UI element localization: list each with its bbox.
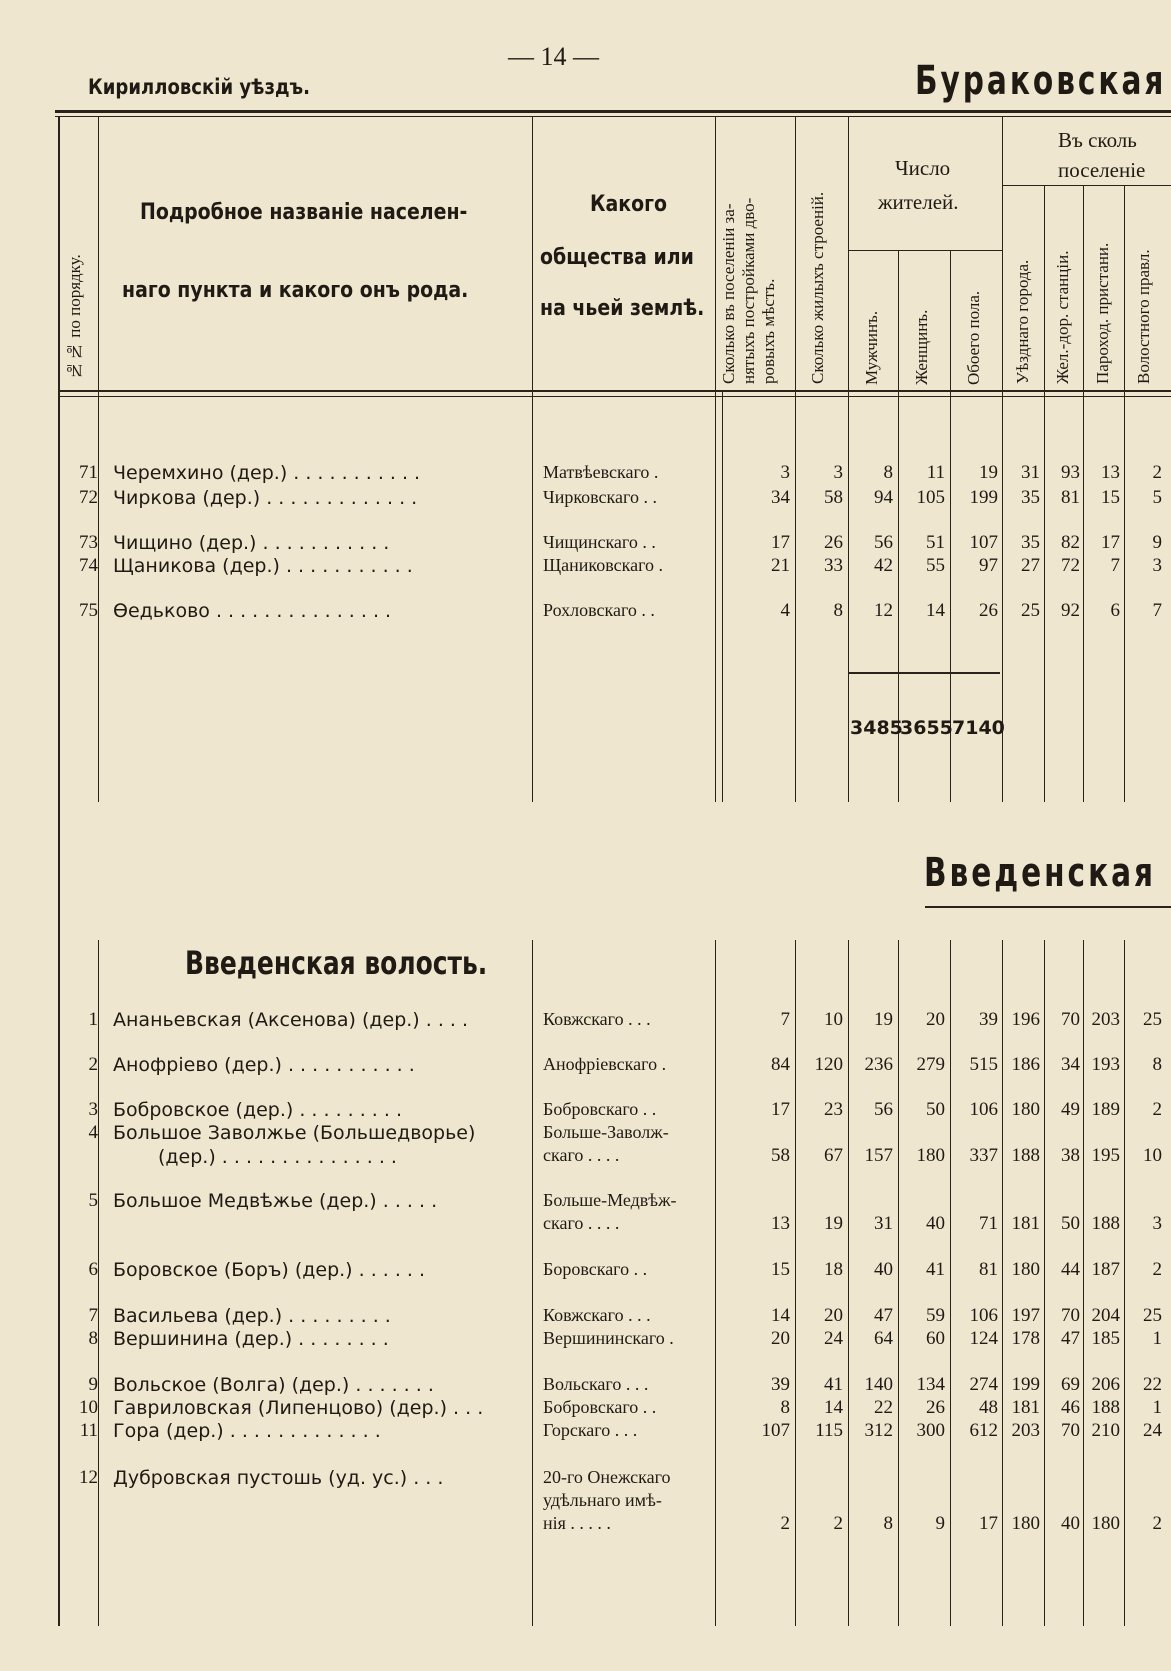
society-name: Чищинскаго . . [543, 532, 656, 552]
cell-town: 31 [1021, 462, 1040, 483]
cell-pier: 204 [1091, 1305, 1120, 1326]
cell-vacant: 34 [771, 487, 790, 508]
col-border [950, 940, 951, 1626]
cell-vacant: 21 [771, 555, 790, 576]
cell-town: 181 [1011, 1397, 1040, 1418]
header-name-2: наго пункта и какого онъ рода. [122, 278, 469, 303]
cell-both: 19 [979, 462, 998, 483]
mid-title-rule [925, 906, 1171, 908]
cell-vacant: 8 [780, 1397, 790, 1418]
cell-vacant: 15 [771, 1259, 790, 1280]
header-distance-2: поселеніе [1058, 158, 1146, 182]
cell-women: 9 [935, 1513, 945, 1534]
cell-men: 56 [874, 532, 893, 553]
header-society-2: общества или [540, 245, 694, 270]
cell-town: 180 [1011, 1513, 1040, 1534]
cell-town: 188 [1011, 1145, 1040, 1166]
cell-vacant: 7 [780, 1009, 790, 1030]
row-number: 6 [88, 1259, 98, 1280]
cell-buildings: 33 [824, 555, 843, 576]
cell-board: 5 [1152, 487, 1162, 508]
header-bottom-rule-2 [58, 396, 1171, 397]
cell-rail: 92 [1061, 600, 1080, 621]
col-border [898, 940, 899, 1626]
cell-board: 1 [1152, 1328, 1162, 1349]
col-border [98, 116, 99, 802]
col-border [532, 940, 533, 1626]
row-number: 3 [88, 1099, 98, 1120]
cell-vacant: 107 [761, 1420, 790, 1441]
cell-pier: 206 [1091, 1374, 1120, 1395]
cell-pier: 203 [1091, 1009, 1120, 1030]
cell-vacant: 20 [771, 1328, 790, 1349]
cell-rail: 46 [1061, 1397, 1080, 1418]
col-border [795, 940, 796, 1626]
cell-both: 274 [969, 1374, 998, 1395]
place-name: Ананьевская (Аксенова) (дер.) . . . . [113, 1009, 469, 1031]
cell-both: 515 [969, 1054, 998, 1075]
header-men: Мужчинъ. [862, 310, 881, 385]
cell-board: 7 [1152, 600, 1162, 621]
cell-rail: 34 [1061, 1054, 1080, 1075]
cell-men: 22 [874, 1397, 893, 1418]
header-board: Волостного правл. [1134, 249, 1153, 384]
cell-rail: 70 [1061, 1009, 1080, 1030]
row-number: 71 [79, 462, 98, 483]
header-vacant-1: Сколько въ поселеніи за- [719, 203, 738, 384]
cell-pier: 187 [1091, 1259, 1120, 1280]
cell-pier: 189 [1091, 1099, 1120, 1120]
col-border [1083, 940, 1084, 1626]
society-name: Матвѣевскаго . [543, 462, 659, 482]
col-border [715, 940, 716, 1626]
cell-buildings: 23 [824, 1099, 843, 1120]
cell-men: 157 [864, 1145, 893, 1166]
table-row [0, 1099, 1171, 1123]
cell-town: 180 [1011, 1259, 1040, 1280]
cell-vacant: 2 [780, 1513, 790, 1534]
table-row [0, 1054, 1171, 1078]
cell-women: 55 [926, 555, 945, 576]
col-border [98, 940, 99, 1626]
place-name: Ѳедьково . . . . . . . . . . . . . . . [113, 600, 392, 622]
cell-women: 41 [926, 1259, 945, 1280]
cell-pier: 210 [1091, 1420, 1120, 1441]
cell-board: 24 [1143, 1420, 1162, 1441]
society-name: Больше-Заволж- [543, 1122, 669, 1142]
volost-title-mid: Введенская [924, 850, 1157, 896]
cell-board: 2 [1152, 1259, 1162, 1280]
cell-buildings: 24 [824, 1328, 843, 1349]
place-name: Щаникова (дер.) . . . . . . . . . . . [113, 555, 413, 577]
cell-both: 71 [979, 1213, 998, 1234]
cell-women: 11 [926, 462, 945, 483]
row-number: 5 [88, 1190, 98, 1211]
cell-board: 3 [1152, 1213, 1162, 1234]
cell-women: 40 [926, 1213, 945, 1234]
cell-both: 39 [979, 1009, 998, 1030]
place-name: Васильева (дер.) . . . . . . . . . [113, 1305, 391, 1327]
table-row [0, 1122, 1171, 1168]
cell-men: 312 [864, 1420, 893, 1441]
cell-pier: 15 [1101, 487, 1120, 508]
cell-women: 20 [926, 1009, 945, 1030]
cell-vacant: 13 [771, 1213, 790, 1234]
cell-buildings: 58 [824, 487, 843, 508]
place-name: Большое Медвѣжье (дер.) . . . . . [113, 1190, 438, 1212]
cell-buildings: 20 [824, 1305, 843, 1326]
row-number: 8 [88, 1328, 98, 1349]
header-pier: Пароход. пристани. [1093, 242, 1112, 384]
cell-women: 134 [916, 1374, 945, 1395]
place-name: Дубровская пустошь (уд. ус.) . . . [113, 1467, 444, 1489]
society-name: Ковжскаго . . . [543, 1009, 651, 1029]
cell-pier: 13 [1101, 462, 1120, 483]
header-both: Обоего пола. [964, 290, 983, 385]
cell-both: 17 [979, 1513, 998, 1534]
cell-town: 199 [1011, 1374, 1040, 1395]
header-bottom-rule [58, 390, 1171, 392]
cell-board: 2 [1152, 1513, 1162, 1534]
cell-men: 236 [864, 1054, 893, 1075]
cell-board: 9 [1152, 532, 1162, 553]
cell-pier: 185 [1091, 1328, 1120, 1349]
header-women: Женщинъ. [912, 309, 931, 385]
table-row [0, 1190, 1171, 1234]
col-border [1002, 940, 1003, 1626]
cell-town: 196 [1011, 1009, 1040, 1030]
society-name: скаго . . . . [543, 1213, 620, 1233]
place-name: Большое Заволжье (Большедворье) [113, 1122, 476, 1144]
table-row [0, 1305, 1171, 1329]
cell-pier: 193 [1091, 1054, 1120, 1075]
section-heading: Введенская волость. [185, 944, 488, 982]
cell-buildings: 10 [824, 1009, 843, 1030]
header-distance-1: Въ сколь [1058, 128, 1137, 152]
table-top-rule-2 [55, 116, 1171, 117]
cell-town: 197 [1011, 1305, 1040, 1326]
cell-buildings: 2 [833, 1513, 843, 1534]
row-number: 4 [88, 1122, 98, 1143]
cell-buildings: 67 [824, 1145, 843, 1166]
cell-both: 106 [969, 1099, 998, 1120]
cell-board: 22 [1143, 1374, 1162, 1395]
cell-men: 12 [874, 600, 893, 621]
header-town: Уѣзднаго города. [1013, 259, 1032, 384]
cell-pier: 6 [1110, 600, 1120, 621]
cell-both: 107 [969, 532, 998, 553]
row-number: 74 [79, 555, 98, 576]
cell-both: 124 [969, 1328, 998, 1349]
col-border [848, 940, 849, 1626]
page-number: — 14 — [508, 42, 599, 71]
cell-board: 25 [1143, 1009, 1162, 1030]
col-border [848, 116, 849, 802]
cell-vacant: 4 [780, 600, 790, 621]
cell-women: 60 [926, 1328, 945, 1349]
cell-men: 64 [874, 1328, 893, 1349]
place-name: Вершинина (дер.) . . . . . . . . [113, 1328, 389, 1350]
cell-pier: 7 [1110, 555, 1120, 576]
society-name: Вершининскаго . [543, 1328, 674, 1348]
cell-women: 59 [926, 1305, 945, 1326]
cell-both: 612 [969, 1420, 998, 1441]
society-name: Щаниковскаго . [543, 555, 664, 575]
cell-rail: 72 [1061, 555, 1080, 576]
table-row [0, 1328, 1171, 1352]
total-both: 7140 [952, 717, 1005, 739]
header-residents-1: Число [895, 156, 951, 180]
cell-buildings: 19 [824, 1213, 843, 1234]
society-name: Чирковскаго . . [543, 487, 657, 507]
row-number: 72 [79, 487, 98, 508]
cell-men: 47 [874, 1305, 893, 1326]
cell-vacant: 84 [771, 1054, 790, 1075]
cell-pier: 188 [1091, 1397, 1120, 1418]
society-name: скаго . . . . [543, 1145, 620, 1165]
place-name: Гора (дер.) . . . . . . . . . . . . . [113, 1420, 381, 1442]
society-name: нія . . . . . [543, 1513, 611, 1533]
col-border [1002, 116, 1003, 802]
cell-women: 105 [916, 487, 945, 508]
row-number: 11 [79, 1420, 98, 1441]
cell-women: 50 [926, 1099, 945, 1120]
col-border [1044, 940, 1045, 1626]
total-women: 3655 [900, 717, 953, 739]
cell-women: 51 [926, 532, 945, 553]
table-row [0, 1420, 1171, 1444]
table-row [0, 462, 1171, 486]
cell-rail: 50 [1061, 1213, 1080, 1234]
header-society-1: Какого [590, 192, 667, 217]
cell-board: 1 [1152, 1397, 1162, 1418]
cell-men: 140 [864, 1374, 893, 1395]
cell-vacant: 17 [771, 532, 790, 553]
cell-women: 14 [926, 600, 945, 621]
row-number: 1 [88, 1009, 98, 1030]
cell-rail: 81 [1061, 487, 1080, 508]
cell-pier: 180 [1091, 1513, 1120, 1534]
society-name: удѣльнаго имѣ- [543, 1490, 662, 1510]
cell-rail: 70 [1061, 1420, 1080, 1441]
cell-town: 181 [1011, 1213, 1040, 1234]
society-name: 20-го Онежскаго [543, 1467, 671, 1487]
row-number: 9 [88, 1374, 98, 1395]
cell-women: 300 [916, 1420, 945, 1441]
society-name: Боровскаго . . [543, 1259, 648, 1279]
cell-men: 19 [874, 1009, 893, 1030]
cell-buildings: 41 [824, 1374, 843, 1395]
cell-town: 180 [1011, 1099, 1040, 1120]
cell-board: 10 [1143, 1145, 1162, 1166]
cell-board: 8 [1152, 1054, 1162, 1075]
row-number: 2 [88, 1054, 98, 1075]
table-row [0, 1467, 1171, 1534]
cell-board: 2 [1152, 462, 1162, 483]
row-number: 75 [79, 600, 98, 621]
cell-town: 25 [1021, 600, 1040, 621]
cell-buildings: 14 [824, 1397, 843, 1418]
cell-vacant: 3 [780, 462, 790, 483]
society-name: Анофріевскаго . [543, 1054, 667, 1074]
header-society-3: на чьей землѣ. [540, 296, 705, 321]
row-number: 10 [79, 1397, 98, 1418]
place-name: Бобровское (дер.) . . . . . . . . . [113, 1099, 402, 1121]
district-title: Кирилловскій уѣздъ. [88, 75, 310, 99]
cell-board: 2 [1152, 1099, 1162, 1120]
cell-both: 97 [979, 555, 998, 576]
table-row [0, 532, 1171, 556]
cell-rail: 69 [1061, 1374, 1080, 1395]
row-number: 7 [88, 1305, 98, 1326]
total-men: 3485 [850, 717, 903, 739]
cell-men: 8 [883, 462, 893, 483]
cell-vacant: 39 [771, 1374, 790, 1395]
cell-rail: 49 [1061, 1099, 1080, 1120]
cell-women: 26 [926, 1397, 945, 1418]
cell-board: 3 [1152, 555, 1162, 576]
cell-both: 48 [979, 1397, 998, 1418]
cell-vacant: 17 [771, 1099, 790, 1120]
cell-rail: 44 [1061, 1259, 1080, 1280]
header-vacant-3: ровыхъ мѣстъ. [759, 278, 778, 384]
table-row [0, 1259, 1171, 1283]
header-subrule [1002, 185, 1171, 186]
cell-men: 42 [874, 555, 893, 576]
col-border [532, 116, 533, 802]
cell-buildings: 3 [833, 462, 843, 483]
col-border [1124, 940, 1125, 1626]
cell-rail: 47 [1061, 1328, 1080, 1349]
cell-pier: 17 [1101, 532, 1120, 553]
header-residents-2: жителей. [878, 190, 959, 214]
col-border [795, 116, 796, 802]
society-name: Бобровскаго . . [543, 1397, 657, 1417]
row-number: 73 [79, 532, 98, 553]
cell-vacant: 58 [771, 1145, 790, 1166]
row-number: 12 [79, 1467, 98, 1488]
totals-rule [848, 672, 1000, 674]
volost-title-top: Бураковская [915, 58, 1167, 104]
cell-pier: 188 [1091, 1213, 1120, 1234]
cell-town: 35 [1021, 487, 1040, 508]
place-name: Черемхино (дер.) . . . . . . . . . . . [113, 462, 421, 484]
cell-town: 27 [1021, 555, 1040, 576]
table-row [0, 1009, 1171, 1033]
cell-rail: 38 [1061, 1145, 1080, 1166]
cell-buildings: 8 [833, 600, 843, 621]
cell-both: 337 [969, 1145, 998, 1166]
table-row [0, 487, 1171, 511]
header-order: №№ по порядку. [65, 254, 84, 380]
place-name: Вольское (Волга) (дер.) . . . . . . . [113, 1374, 434, 1396]
cell-both: 26 [979, 600, 998, 621]
society-name: Вольскаго . . . [543, 1374, 649, 1394]
table-row [0, 600, 1171, 624]
cell-town: 203 [1011, 1420, 1040, 1441]
cell-both: 106 [969, 1305, 998, 1326]
cell-buildings: 115 [815, 1420, 843, 1441]
place-name-cont: (дер.) . . . . . . . . . . . . . . . [158, 1146, 397, 1168]
cell-men: 56 [874, 1099, 893, 1120]
cell-rail: 70 [1061, 1305, 1080, 1326]
table-row [0, 1397, 1171, 1421]
header-subrule [848, 250, 1002, 251]
header-buildings: Сколько жилыхъ строеній. [808, 191, 827, 384]
cell-men: 40 [874, 1259, 893, 1280]
cell-buildings: 18 [824, 1259, 843, 1280]
table-top-rule [55, 110, 1171, 113]
header-name-1: Подробное названіе населен- [140, 200, 468, 225]
header-vacant-2: нятыхъ постройками дво- [739, 197, 758, 384]
cell-men: 8 [883, 1513, 893, 1534]
cell-board: 25 [1143, 1305, 1162, 1326]
society-name: Больше-Медвѣж- [543, 1190, 677, 1210]
cell-rail: 82 [1061, 532, 1080, 553]
society-name: Бобровскаго . . [543, 1099, 657, 1119]
col-border [722, 390, 723, 802]
cell-buildings: 120 [814, 1054, 843, 1075]
table-row [0, 555, 1171, 579]
cell-women: 279 [916, 1054, 945, 1075]
cell-both: 81 [979, 1259, 998, 1280]
table-row [0, 1374, 1171, 1398]
cell-men: 31 [874, 1213, 893, 1234]
society-name: Рохловскаго . . [543, 600, 655, 620]
cell-town: 178 [1011, 1328, 1040, 1349]
cell-men: 94 [874, 487, 893, 508]
place-name: Чиркова (дер.) . . . . . . . . . . . . . [113, 487, 418, 509]
society-name: Горскаго . . . [543, 1420, 638, 1440]
cell-vacant: 14 [771, 1305, 790, 1326]
cell-town: 35 [1021, 532, 1040, 553]
cell-rail: 93 [1061, 462, 1080, 483]
cell-town: 186 [1011, 1054, 1040, 1075]
cell-pier: 195 [1091, 1145, 1120, 1166]
place-name: Анофріево (дер.) . . . . . . . . . . . [113, 1054, 415, 1076]
col-border [715, 116, 716, 802]
place-name: Гавриловская (Липенцово) (дер.) . . . [113, 1397, 484, 1419]
cell-buildings: 26 [824, 532, 843, 553]
header-rail: Жел.-дор. станціи. [1053, 250, 1072, 384]
cell-both: 199 [969, 487, 998, 508]
society-name: Ковжскаго . . . [543, 1305, 651, 1325]
place-name: Боровское (Боръ) (дер.) . . . . . . [113, 1259, 426, 1281]
cell-rail: 40 [1061, 1513, 1080, 1534]
place-name: Чищино (дер.) . . . . . . . . . . . [113, 532, 390, 554]
cell-women: 180 [916, 1145, 945, 1166]
